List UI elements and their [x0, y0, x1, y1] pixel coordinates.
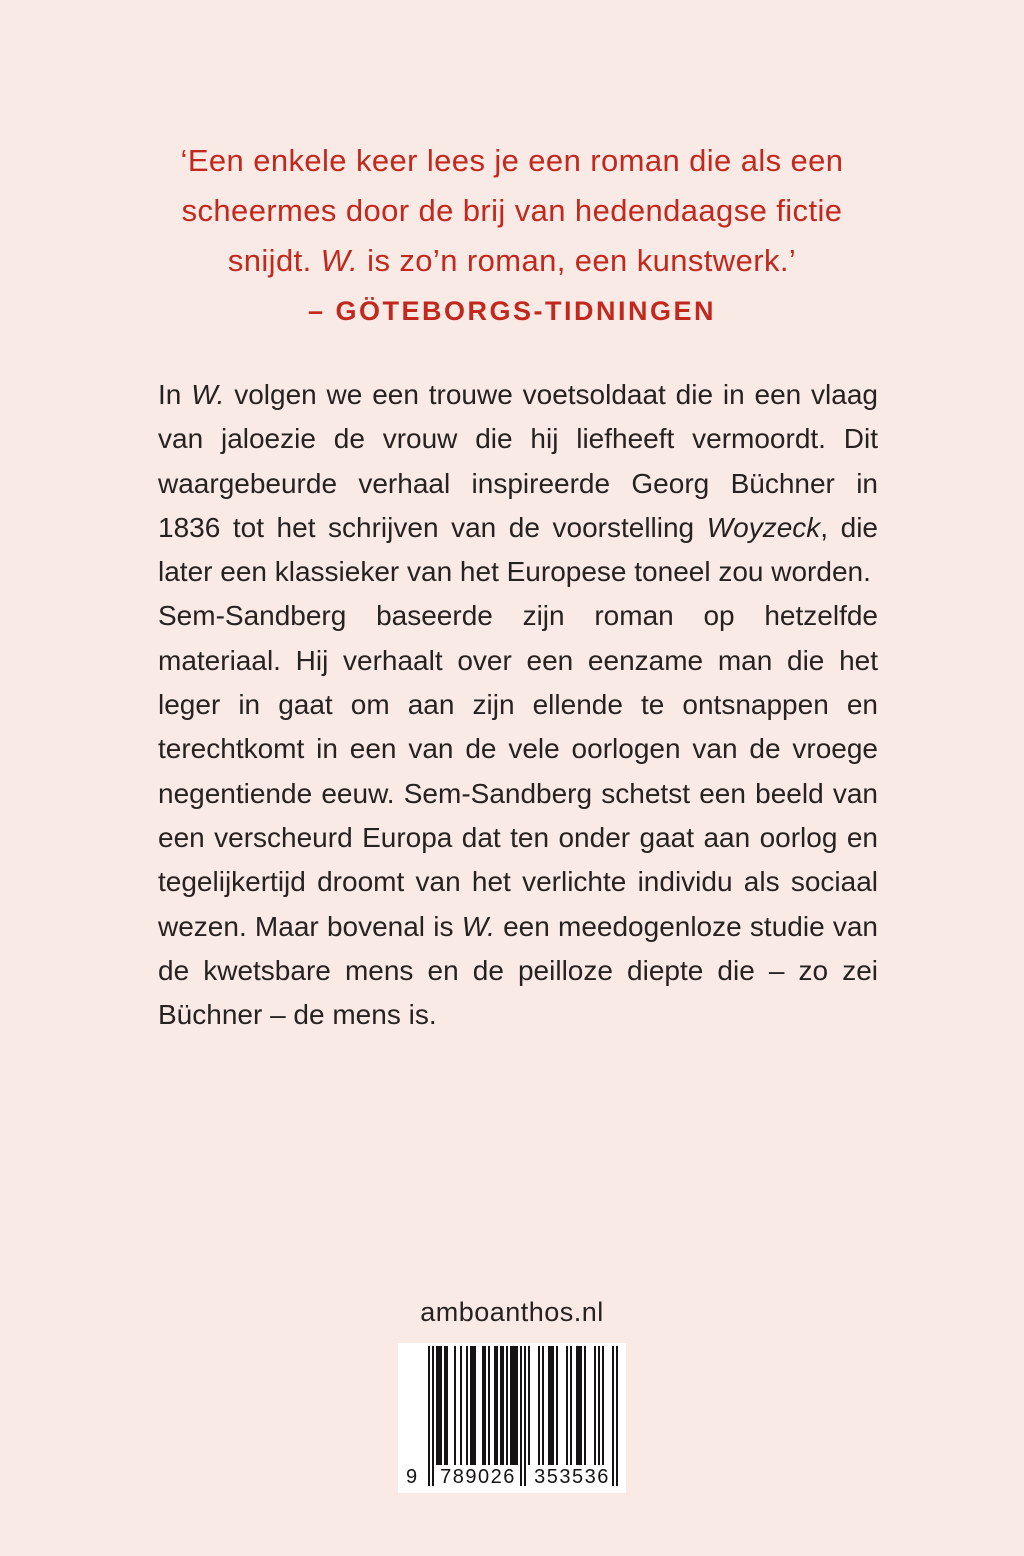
- text-run: snijdt.: [227, 243, 321, 278]
- barcode-bar: [616, 1346, 618, 1486]
- quote-line: [80, 186, 944, 236]
- quote-attribution: – GÖTEBORGS-TIDNINGEN: [307, 296, 717, 326]
- body-paragraph: [158, 373, 878, 594]
- quote-line: [80, 136, 944, 186]
- isbn-digit-group-3: 353536: [534, 1466, 610, 1488]
- isbn-digit-group-1: 9: [406, 1466, 418, 1488]
- italic-text-run: W.: [320, 243, 359, 278]
- italic-text-run: W.: [461, 910, 495, 942]
- text-run: volgen we een trouwe voetsoldaat die in een vlaag van jaloezie de vrouw die hij liefheeft vermoordt. Dit waargebeurde verhaal inspireerde Georg Büchner in 1836 tot het schrijven van de voorstelling: [158, 379, 878, 543]
- isbn-barcode: [398, 1343, 626, 1493]
- text-run: Sem-Sandberg baseerde zijn roman op hetzelfde materiaal. Hij verhaalt over een eenzame man die het leger in gaat om aan zijn ellende te ontsnappen en terechtkomt in een van de vele oorlogen van de vroege negentiende eeuw. Sem-Sandberg schetst een beeld van een verscheurd Europa dat ten onder gaat aan oorlog en tegelijkertijd droomt van het verlichte individu als sociaal wezen. Maar bovenal is: [158, 600, 878, 942]
- barcode-bars: [428, 1346, 618, 1486]
- review-quote: [80, 136, 944, 336]
- synopsis-text: [158, 373, 878, 1037]
- body-paragraph: [158, 594, 878, 1037]
- quote-line: [80, 236, 944, 286]
- text-run: , die later een klassieker van het Europese toneel zou worden.: [158, 511, 878, 588]
- italic-text-run: W.: [191, 379, 225, 410]
- isbn-digit-group-2: 789026: [440, 1466, 516, 1488]
- text-run: ‘Een enkele keer lees je een roman die als een: [180, 143, 844, 178]
- publisher-website: amboanthos.nl: [420, 1297, 604, 1327]
- text-run: een meedogenloze studie van de kwetsbare mens en de peilloze diepte die – zo zei Büchner – de mens is.: [158, 910, 878, 1031]
- text-run: scheermes door de brij van hedendaagse fictie: [181, 193, 843, 228]
- text-run: In: [158, 379, 192, 410]
- text-run: is zo’n roman, een kunstwerk.’: [358, 243, 797, 278]
- italic-text-run: Woyzeck: [706, 511, 821, 543]
- quote-lines: [80, 136, 944, 286]
